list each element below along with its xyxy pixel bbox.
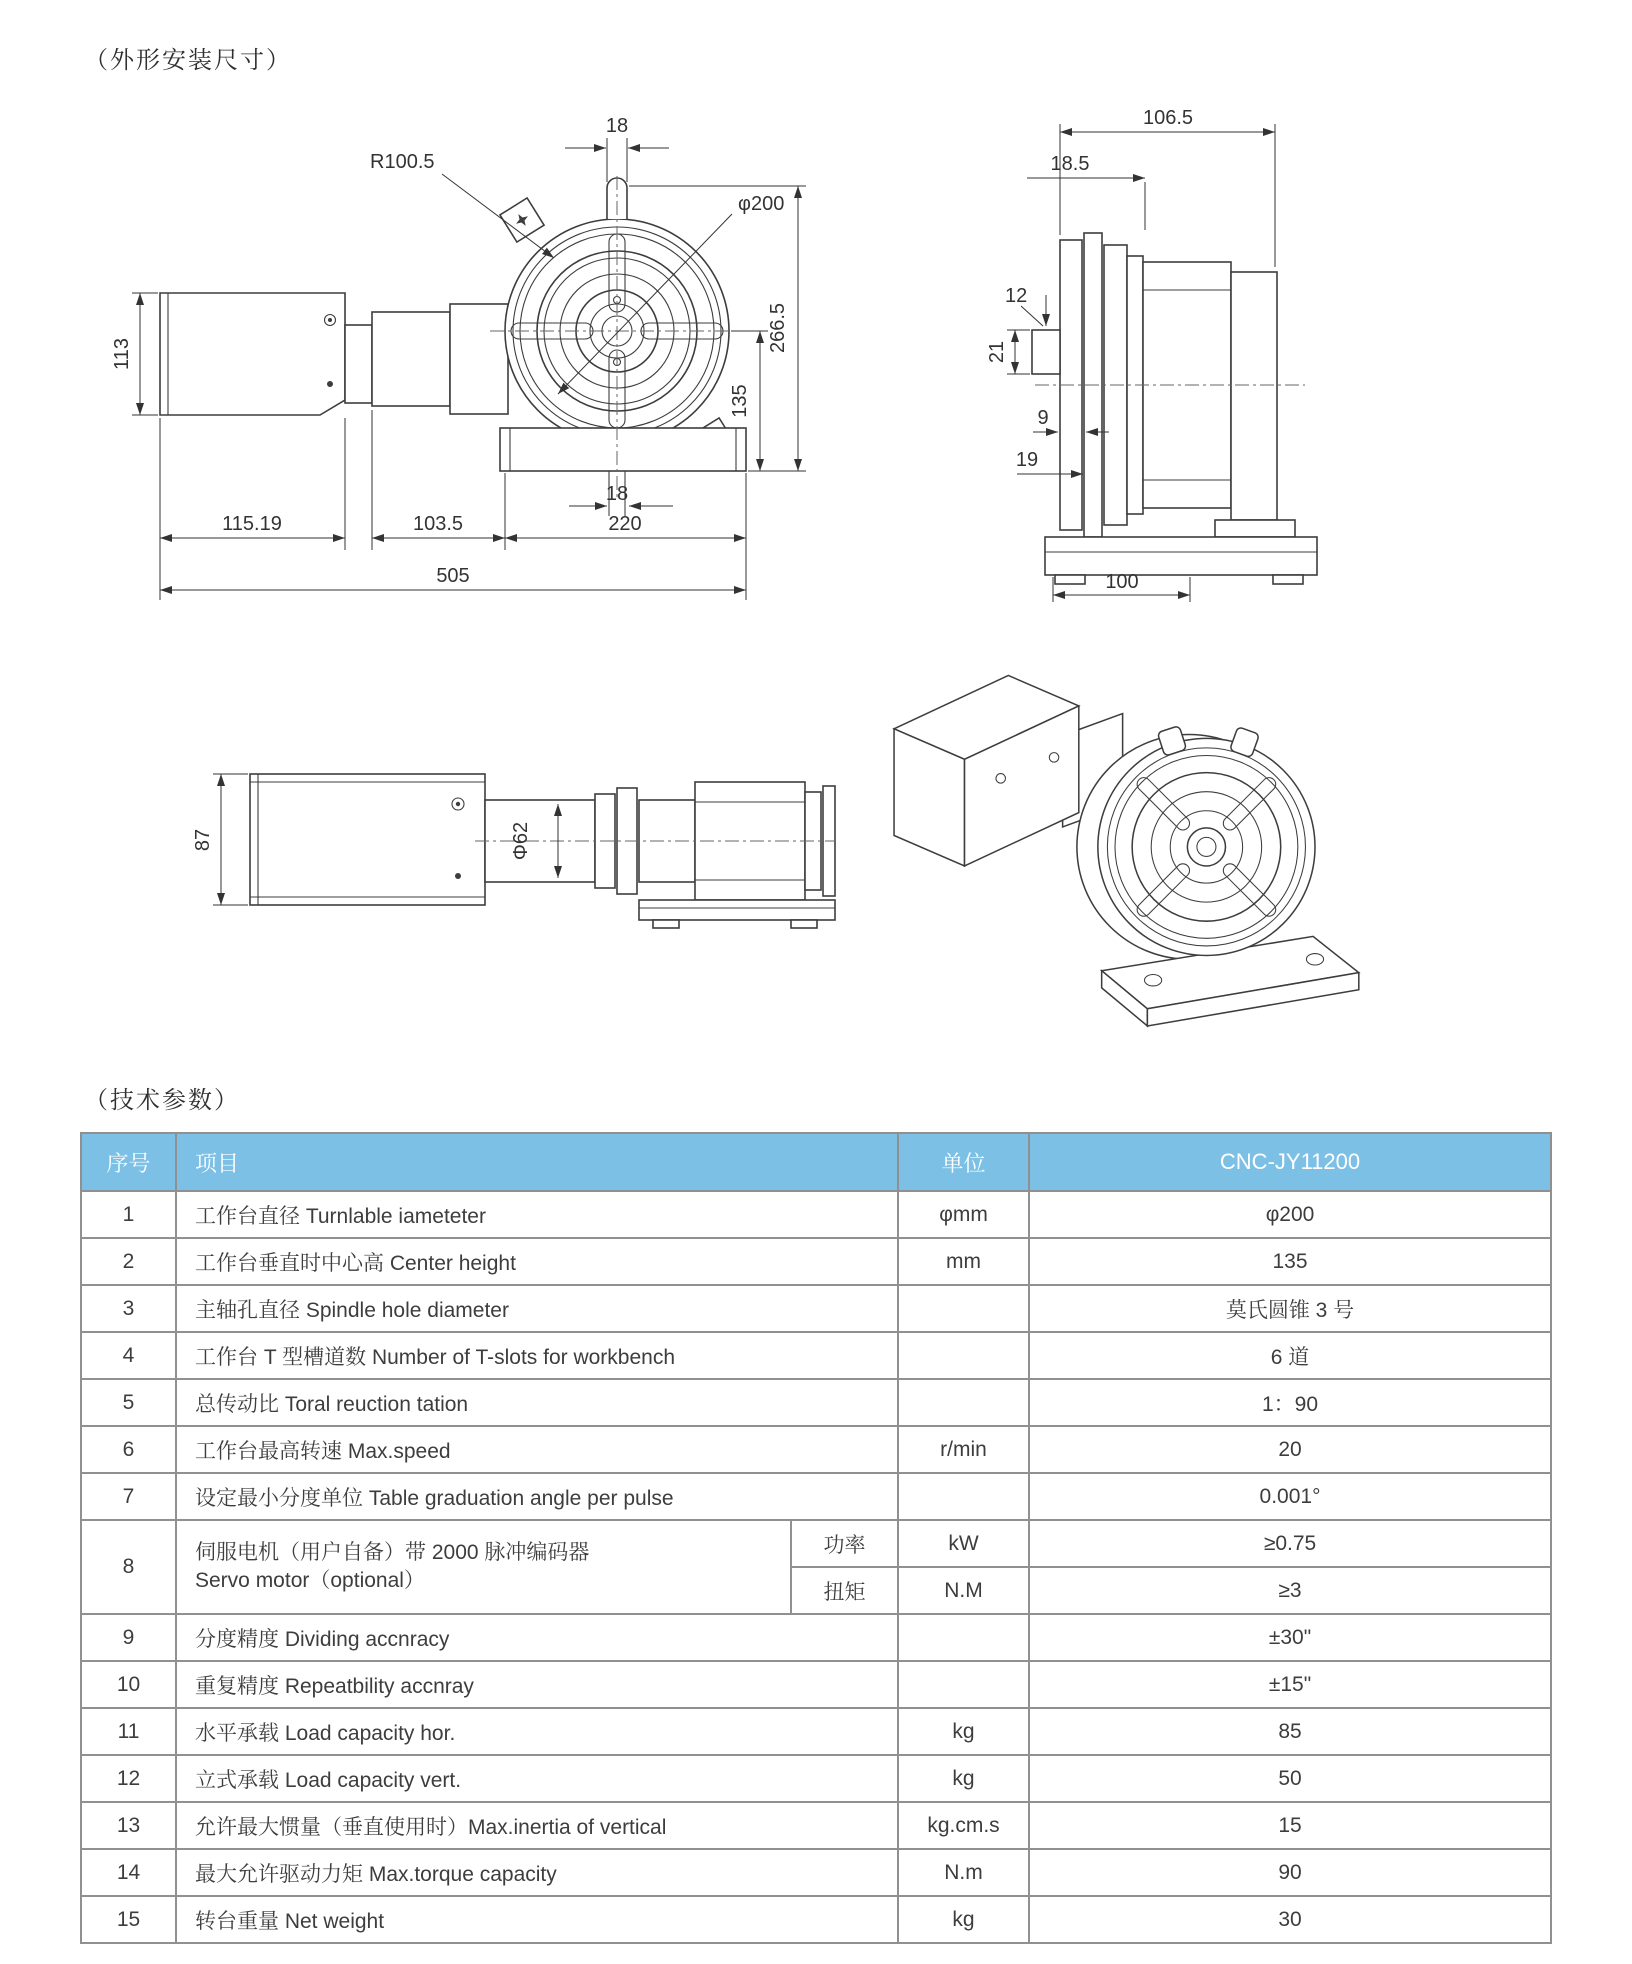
dim-19: 19: [1015, 449, 1039, 471]
table-row: [81, 1849, 1551, 1896]
row-item: 允许最大惯量（垂直使用时）Max.inertia of vertical: [176, 1802, 898, 1849]
row-value: 0.001°: [1029, 1473, 1551, 1520]
table-row: [81, 1614, 1551, 1661]
row-value: 20: [1029, 1426, 1551, 1473]
row-value: 15: [1029, 1802, 1551, 1849]
servo-desc-line2: Servo motor（optional）: [195, 1569, 425, 1592]
row-value: ≥3: [1029, 1567, 1551, 1614]
row-no: 14: [81, 1849, 176, 1896]
row-no: 5: [81, 1379, 176, 1426]
row-no: 11: [81, 1708, 176, 1755]
row-value: ≥0.75: [1029, 1520, 1551, 1567]
row-item: 水平承载 Load capacity hor.: [176, 1708, 898, 1755]
dim-9: 9: [1037, 407, 1049, 429]
section-title-dimensions: （外形安装尺寸）: [84, 47, 292, 74]
row-no: 10: [81, 1661, 176, 1708]
row-unit: mm: [898, 1238, 1029, 1285]
row-value: 85: [1029, 1708, 1551, 1755]
servo-sub-label: 扭矩: [791, 1567, 898, 1614]
side-view-drawing: [975, 90, 1335, 610]
row-value: 30: [1029, 1896, 1551, 1943]
row-unit: [898, 1661, 1029, 1708]
row-unit: N.m: [898, 1849, 1029, 1896]
row-no: 7: [81, 1473, 176, 1520]
servo-sub-label: 功率: [791, 1520, 898, 1567]
dim-coupling-length: 103.5: [412, 513, 464, 535]
horizontal-view-parts: [250, 774, 835, 928]
row-value: 莫氏圆锥 3 号: [1029, 1285, 1551, 1332]
dim-slot-top: 18: [605, 115, 629, 137]
header-no: 序号: [81, 1133, 176, 1191]
table-row: [81, 1332, 1551, 1379]
table-row: [81, 1802, 1551, 1849]
table-row: [81, 1191, 1551, 1238]
dim-motor-length: 115.19: [222, 513, 282, 535]
row-item-servo: [176, 1520, 791, 1614]
row-value: 50: [1029, 1755, 1551, 1802]
row-item: 分度精度 Dividing accnracy: [176, 1614, 898, 1661]
horizontal-view-drawing: [192, 742, 835, 932]
table-row: [81, 1473, 1551, 1520]
row-unit: [898, 1379, 1029, 1426]
front-view-parts: [160, 178, 746, 490]
dim-overall-depth: 106.5: [1142, 107, 1194, 129]
row-value: ±30": [1029, 1614, 1551, 1661]
dim-12: 12: [1005, 285, 1028, 307]
row-item: 工作台 T 型槽道数 Number of T-slots for workbench: [176, 1332, 898, 1379]
row-no: 4: [81, 1332, 176, 1379]
row-value: 135: [1029, 1238, 1551, 1285]
dim-overall-height: 266.5: [767, 302, 789, 354]
row-item: 主轴孔直径 Spindle hole diameter: [176, 1285, 898, 1332]
row-unit: kW: [898, 1520, 1029, 1567]
table-row: [81, 1896, 1551, 1943]
header-unit: 单位: [898, 1133, 1029, 1191]
row-unit: r/min: [898, 1426, 1029, 1473]
dim-center-height: 135: [729, 384, 751, 418]
header-model: CNC-JY11200: [1029, 1133, 1551, 1191]
row-item: 工作台最高转速 Max.speed: [176, 1426, 898, 1473]
section-title-specs: （技术参数）: [84, 1087, 240, 1114]
table-row: [81, 1755, 1551, 1802]
table-row: [81, 1426, 1551, 1473]
dim-motor-height: 113: [111, 338, 133, 370]
side-view-parts: [1032, 233, 1317, 584]
row-item: 转台重量 Net weight: [176, 1896, 898, 1943]
row-no: 12: [81, 1755, 176, 1802]
dim-radius: R100.5: [370, 151, 435, 173]
isometric-view-drawing: [865, 645, 1365, 1045]
row-item: 工作台垂直时中心高 Center height: [176, 1238, 898, 1285]
isometric-parts: [894, 675, 1359, 1025]
row-item: 工作台直径 Turnlable iameteter: [176, 1191, 898, 1238]
table-row: [81, 1285, 1551, 1332]
table-row: [81, 1708, 1551, 1755]
row-item: 最大允许驱动力矩 Max.torque capacity: [176, 1849, 898, 1896]
row-unit: [898, 1285, 1029, 1332]
dim-slot-bottom: 18: [605, 483, 629, 505]
row-no: 15: [81, 1896, 176, 1943]
table-row: [81, 1661, 1551, 1708]
row-item: 立式承载 Load capacity vert.: [176, 1755, 898, 1802]
row-item: 设定最小分度单位 Table graduation angle per pulse: [176, 1473, 898, 1520]
header-item: 项目: [176, 1133, 898, 1191]
table-row: [81, 1379, 1551, 1426]
dim-overall-length: 505: [436, 565, 470, 587]
row-no: 13: [81, 1802, 176, 1849]
dim-flange-depth: 18.5: [1050, 153, 1090, 175]
row-unit: N.M: [898, 1567, 1029, 1614]
row-no: 1: [81, 1191, 176, 1238]
row-unit: kg: [898, 1896, 1029, 1943]
row-unit: [898, 1473, 1029, 1520]
dim-motor-height-2: 87: [192, 828, 214, 852]
row-item: 重复精度 Repeatbility accnray: [176, 1661, 898, 1708]
table-row-servo: [81, 1520, 1551, 1567]
row-value: 1：90: [1029, 1379, 1551, 1426]
row-no: 2: [81, 1238, 176, 1285]
dim-21: 21: [986, 340, 1008, 364]
row-value: ±15": [1029, 1661, 1551, 1708]
row-unit: [898, 1332, 1029, 1379]
row-unit: [898, 1614, 1029, 1661]
dim-shaft-diameter: Φ62: [510, 821, 532, 861]
row-value: 90: [1029, 1849, 1551, 1896]
row-item: 总传动比 Toral reuction tation: [176, 1379, 898, 1426]
table-row: [81, 1238, 1551, 1285]
front-view-drawing: [111, 88, 820, 648]
row-no: 8: [81, 1520, 176, 1614]
row-value: 6 道: [1029, 1332, 1551, 1379]
dim-base-width: 100: [1105, 571, 1139, 593]
dim-body-length: 220: [608, 513, 642, 535]
row-unit: kg: [898, 1755, 1029, 1802]
spec-table: [80, 1132, 1552, 1944]
row-unit: φmm: [898, 1191, 1029, 1238]
row-value: φ200: [1029, 1191, 1551, 1238]
row-unit: kg: [898, 1708, 1029, 1755]
row-no: 9: [81, 1614, 176, 1661]
table-header-row: [81, 1133, 1551, 1191]
row-no: 3: [81, 1285, 176, 1332]
row-unit: kg.cm.s: [898, 1802, 1029, 1849]
dim-table-diameter: φ200: [738, 193, 785, 215]
servo-desc-line1: 伺服电机（用户自备）带 2000 脉冲编码器: [195, 1540, 590, 1564]
row-no: 6: [81, 1426, 176, 1473]
